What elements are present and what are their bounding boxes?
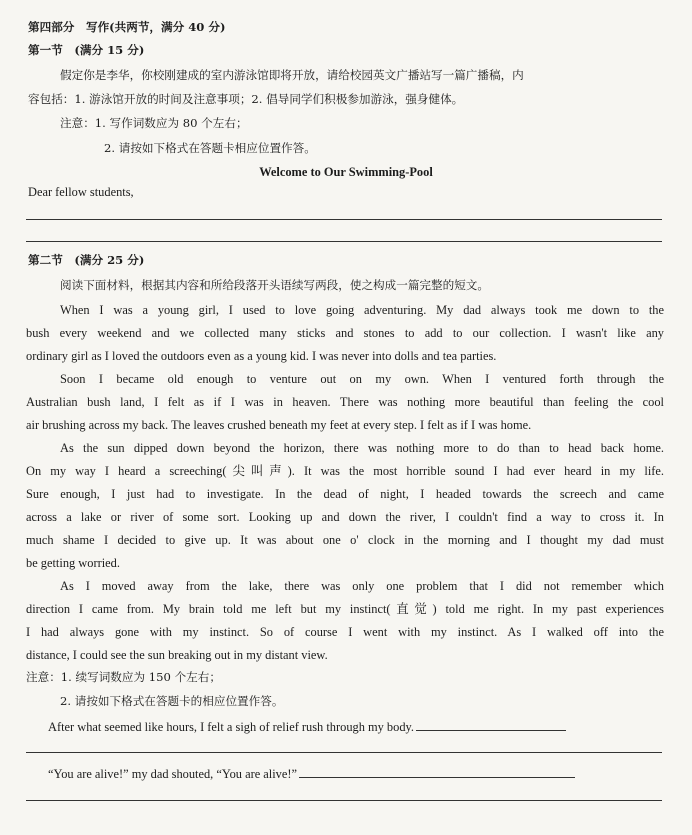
answer-blank <box>416 719 566 731</box>
section1-prompt-line1: 假定你是李华，你校刚建成的室内游泳馆即将开放，请给校园英文广播站写一篇广播稿，内 <box>60 68 524 82</box>
section1-note2: 2. 请按如下格式在答题卡相应位置作答。 <box>104 141 316 155</box>
passage-line: Australian bush land, I felt as if I was in heaven. There was nothing more beautiful than feeling the cool <box>26 395 664 409</box>
passage-line: Soon I became old enough to venture out on my own. When I ventured forth through the <box>60 372 664 386</box>
passage-line: ordinary girl as I loved the outdoors even as a young kid. I was never into dolls and tea parties. <box>26 349 497 363</box>
passage-line: much shame I decided to give up. It was about one o' clock in the morning and I thought my dad must <box>26 533 664 547</box>
answer-line <box>26 241 662 242</box>
section2-note2: 2. 请按如下格式在答题卡的相应位置作答。 <box>60 694 284 708</box>
passage-line: On my way I heard a screeching(尖叫声). It was the most horrible sound I had ever heard in my life. <box>26 464 664 478</box>
opener-text: After what seemed like hours, I felt a sigh of relief rush through my body. <box>48 720 415 734</box>
salutation: Dear fellow students, <box>28 185 134 199</box>
passage-line: direction I came from. My brain told me left but my instinct(直觉) told me right. In my past experiences <box>26 602 664 616</box>
passage-line: I had always gone with my instinct. So of course I went with my instinct. As I walked off into the <box>26 625 664 639</box>
essay-title: Welcome to Our Swimming-Pool <box>259 165 433 179</box>
answer-blank <box>299 766 575 778</box>
answer-line <box>26 219 662 220</box>
section2-note1: 注意：1. 续写词数应为 150 个左右； <box>26 670 221 684</box>
passage-line: As the sun dipped down beyond the horizon, there was nothing more to do than to head back home. <box>60 441 664 455</box>
passage-line: be getting worried. <box>26 556 120 570</box>
passage-line: air brushing across my back. The leaves crushed beneath my feet at every step. I felt as if I was home. <box>26 418 532 432</box>
continuation-opener-1 <box>48 719 566 733</box>
passage-line: When I was a young girl, I used to love going adventuring. My dad always took me down to the <box>60 303 664 317</box>
opener-text: “You are alive!” my dad shouted, “You are alive!” <box>48 767 298 781</box>
section1-prompt-line2: 容包括：1. 游泳馆开放的时间及注意事项；2. 倡导同学们积极参加游泳，强身健体。 <box>28 92 464 106</box>
continuation-opener-2 <box>48 766 575 780</box>
passage-line: Sure enough, I just had to investigate. In the dead of night, I headed towards the screech and came <box>26 487 664 501</box>
passage-line: distance, I could see the sun breaking out in my distant view. <box>26 648 328 662</box>
passage-line: As I moved away from the lake, there was only one problem that I did not remember which <box>60 579 664 593</box>
part4-heading: 第四部分 写作(共两节，满分 40 分) <box>28 20 226 34</box>
answer-line <box>26 800 662 801</box>
section2-instruction: 阅读下面材料，根据其内容和所给段落开头语续写两段，使之构成一篇完整的短文。 <box>60 278 489 292</box>
section1-note1: 注意：1. 写作词数应为 80 个左右； <box>60 116 248 130</box>
section2-heading: 第二节 (满分 25 分) <box>28 253 145 267</box>
passage-line: bush every weekend and we collected many sticks and stones to add to our collection. I wasn't like any <box>26 326 664 340</box>
passage-line: across a lake or river of some sort. Looking up and down the river, I couldn't find a way to cross it. In <box>26 510 664 524</box>
section1-heading: 第一节 (满分 15 分) <box>28 43 145 57</box>
answer-line <box>26 752 662 753</box>
